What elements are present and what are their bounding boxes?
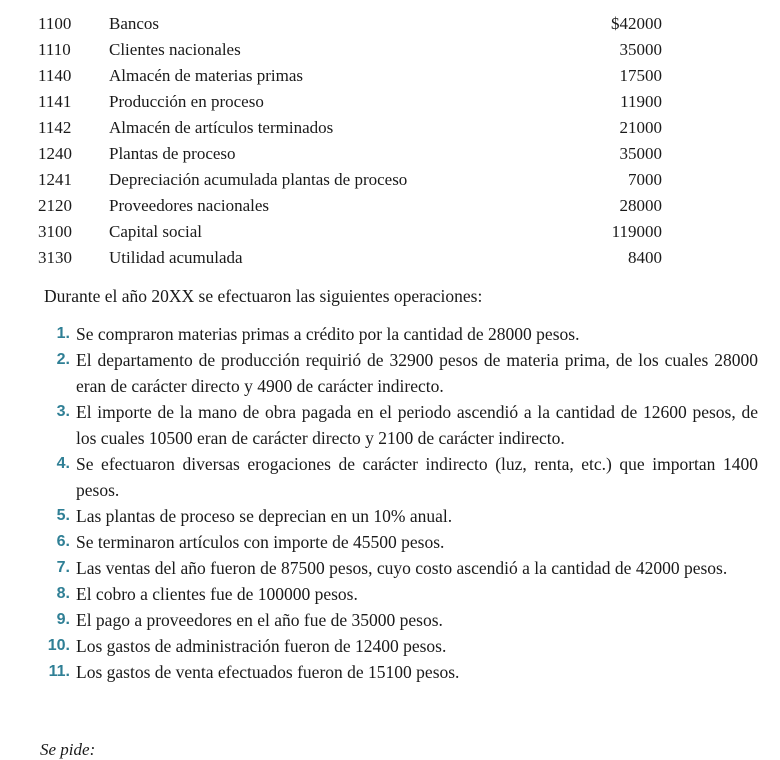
account-name: Proveedores nacionales xyxy=(109,196,270,215)
account-name: Depreciación acumulada plantas de proceso xyxy=(109,170,408,189)
operation-number: 8. xyxy=(56,585,70,602)
operation-text: El cobro a clientes fue de 100000 pesos. xyxy=(76,584,358,604)
operation-text: El departamento de producción requirió de 32900 pesos de materia prima, de los cuales 28000 eran de carácter directo y 4900 de carácter indirecto. xyxy=(76,350,758,396)
operation-number: 10. xyxy=(47,637,70,654)
account-row xyxy=(38,167,668,193)
account-balances-list xyxy=(38,11,668,271)
operation-text: El pago a proveedores en el año fue de 35000 pesos. xyxy=(76,610,443,630)
account-amount: 17500 xyxy=(619,66,662,85)
account-name: Almacén de artículos terminados xyxy=(109,118,334,137)
operation-text: Los gastos de venta efectuados fueron de 15100 pesos. xyxy=(76,662,460,682)
account-amount: 28000 xyxy=(619,196,662,215)
operation-item xyxy=(40,321,758,347)
account-row xyxy=(38,245,668,271)
account-row xyxy=(38,219,668,245)
operation-number: 1. xyxy=(56,325,70,342)
operation-text: Se terminaron artículos con importe de 45500 pesos. xyxy=(76,532,445,552)
account-name: Plantas de proceso xyxy=(109,144,236,163)
operation-number: 3. xyxy=(56,403,70,420)
account-amount: 7000 xyxy=(628,170,662,189)
operation-item xyxy=(40,529,758,555)
operation-number: 5. xyxy=(56,507,70,524)
account-code: 1142 xyxy=(38,118,72,137)
operation-number: 4. xyxy=(56,455,70,472)
account-code: 3130 xyxy=(38,248,72,267)
operation-item xyxy=(40,347,758,399)
operation-text: El importe de la mano de obra pagada en el periodo ascendió a la cantidad de 12600 pesos, de los cuales 10500 eran de carácter directo y 2100 de carácter indirecto. xyxy=(76,402,758,448)
operation-text: Se efectuaron diversas erogaciones de carácter indirecto (luz, renta, etc.) que importan 1400 pesos. xyxy=(76,454,758,500)
account-code: 1141 xyxy=(38,92,72,111)
account-name: Almacén de materias primas xyxy=(109,66,304,85)
account-row xyxy=(38,37,668,63)
account-name: Clientes nacionales xyxy=(109,40,241,59)
account-row xyxy=(38,141,668,167)
account-amount: $42000 xyxy=(611,14,662,33)
operation-number: 7. xyxy=(56,559,70,576)
operation-item xyxy=(40,399,758,451)
account-code: 1241 xyxy=(38,170,72,189)
account-code: 1140 xyxy=(38,66,72,85)
account-amount: 21000 xyxy=(619,118,662,137)
operation-number: 9. xyxy=(56,611,70,628)
account-row xyxy=(38,11,668,37)
account-row xyxy=(38,63,668,89)
account-name: Utilidad acumulada xyxy=(109,248,243,267)
operation-text: Las plantas de proceso se deprecian en un 10% anual. xyxy=(76,506,453,526)
account-code: 3100 xyxy=(38,222,72,241)
operation-text: Los gastos de administración fueron de 12400 pesos. xyxy=(76,636,447,656)
account-amount: 35000 xyxy=(619,40,662,59)
operations-list xyxy=(40,321,758,685)
operation-item xyxy=(40,451,758,503)
account-amount: 11900 xyxy=(620,92,662,111)
account-row xyxy=(38,115,668,141)
operation-text: Se compraron materias primas a crédito por la cantidad de 28000 pesos. xyxy=(76,324,580,344)
operations-intro: Durante el año 20XX se efectuaron las siguientes operaciones: xyxy=(44,286,483,306)
operation-number: 2. xyxy=(56,351,70,368)
operation-number: 6. xyxy=(56,533,70,550)
account-amount: 8400 xyxy=(628,248,662,267)
account-row xyxy=(38,89,668,115)
account-row xyxy=(38,193,668,219)
operation-item xyxy=(40,659,758,685)
account-code: 1110 xyxy=(38,40,71,59)
operation-number: 11. xyxy=(48,663,70,680)
operation-item xyxy=(40,503,758,529)
account-name: Capital social xyxy=(109,222,203,241)
account-name: Producción en proceso xyxy=(109,92,264,111)
operation-item xyxy=(40,581,758,607)
account-amount: 35000 xyxy=(619,144,662,163)
cutoff-heading: Se pide: xyxy=(40,740,96,759)
account-code: 1240 xyxy=(38,144,72,163)
account-code: 2120 xyxy=(38,196,72,215)
operation-item xyxy=(40,607,758,633)
account-code: 1100 xyxy=(38,14,72,33)
operation-item xyxy=(40,555,758,581)
account-amount: 119000 xyxy=(611,222,662,241)
operation-item xyxy=(40,633,758,659)
account-name: Bancos xyxy=(109,14,160,33)
operation-text: Las ventas del año fueron de 87500 pesos, cuyo costo ascendió a la cantidad de 42000 pesos. xyxy=(76,558,728,578)
